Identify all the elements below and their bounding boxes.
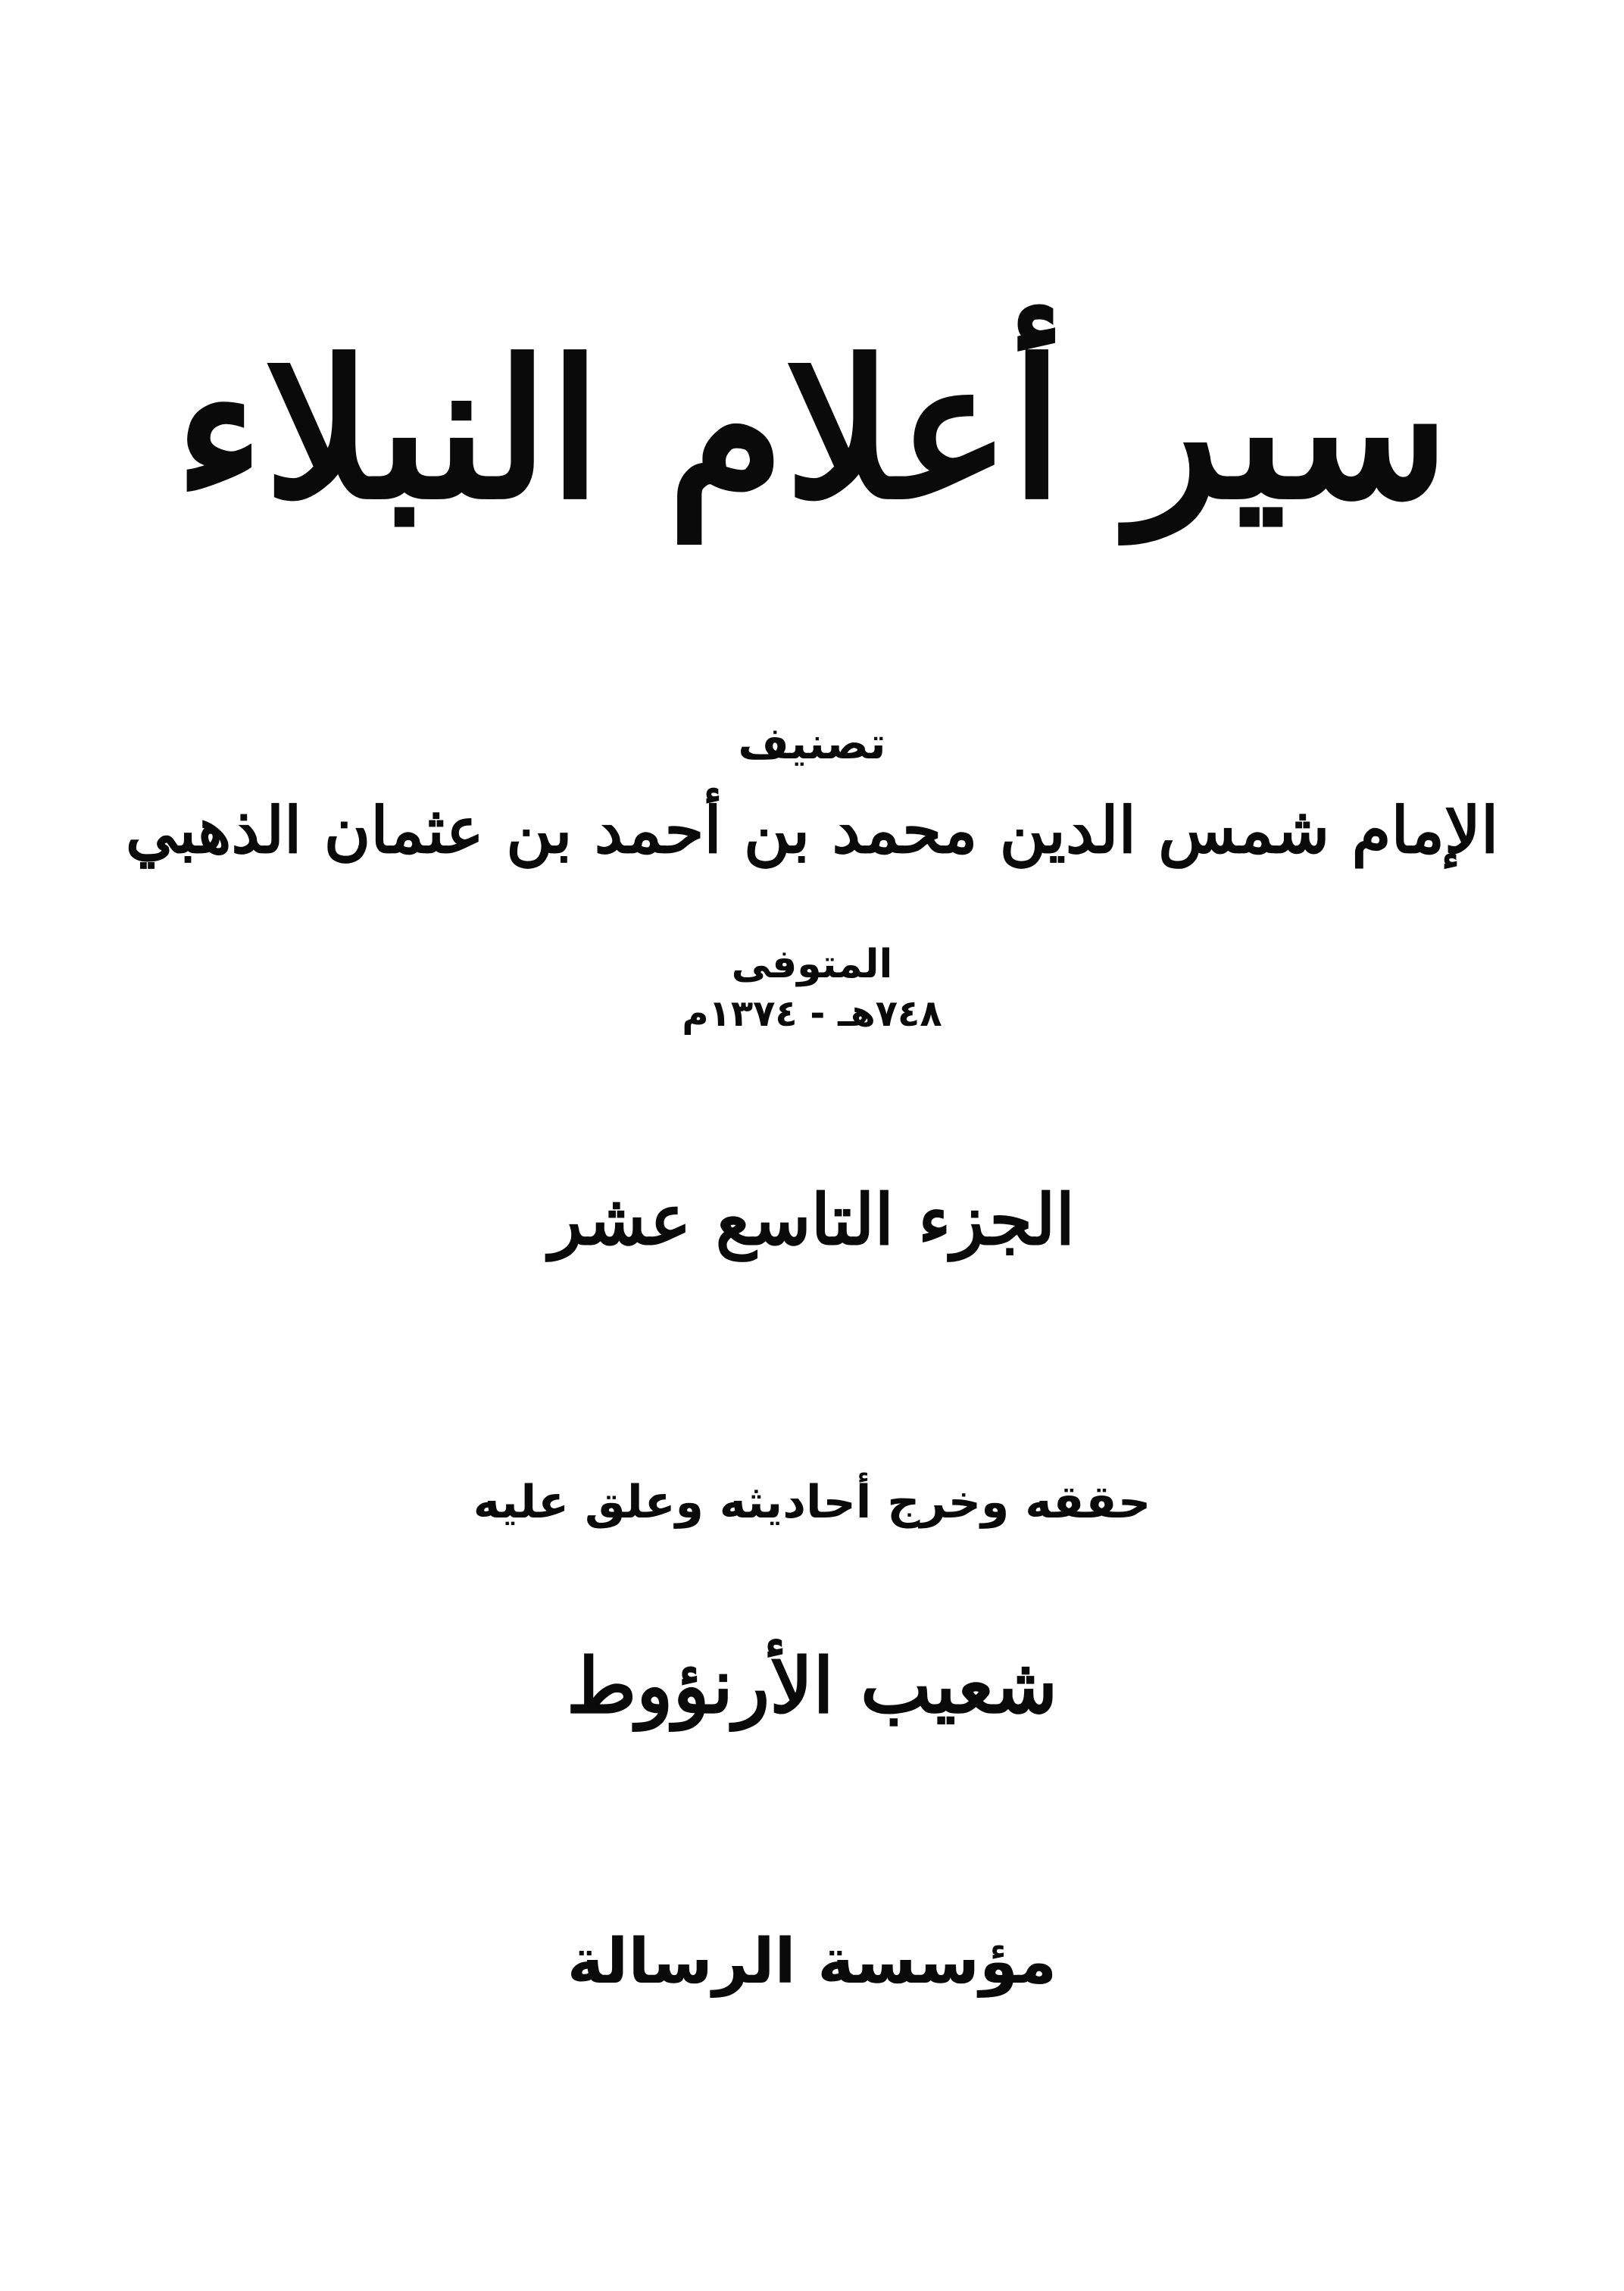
editor-role: حققه وخرج أحاديثه وعلق عليه: [473, 1476, 1151, 1529]
died-dates: ٧٤٨هـ - ١٣٧٤م: [682, 992, 942, 1035]
book-title: سير أعلام النبلاء: [174, 318, 1450, 541]
died-label: المتوفى: [731, 942, 893, 987]
publisher-name: مؤسسة الرسالة: [567, 1926, 1057, 1998]
editor-name: شعيب الأرنؤوط: [566, 1641, 1058, 1730]
compiled-by-label: تصنيف: [738, 717, 886, 769]
author-name: الإمام شمس الدين محمد بن أحمد بن عثمان الذهبي: [125, 792, 1499, 867]
volume-label: الجزء التاسع عشر: [548, 1179, 1076, 1261]
